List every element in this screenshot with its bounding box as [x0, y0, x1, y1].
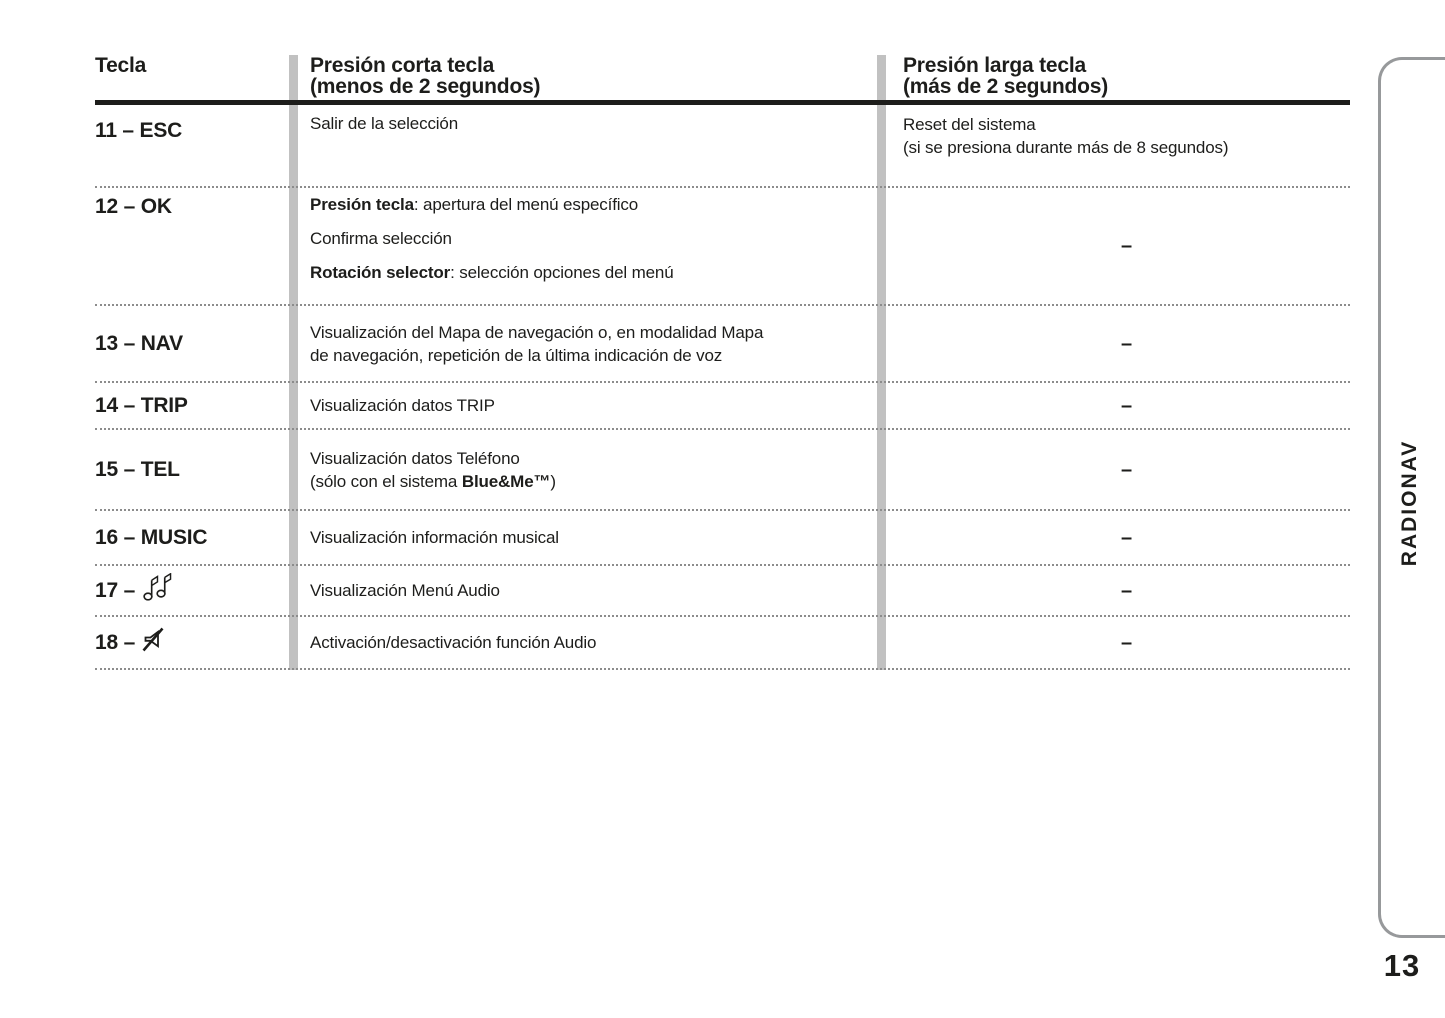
short-press-text-line1: Visualización datos Teléfono — [310, 448, 520, 468]
key-label: 14 – TRIP — [95, 393, 188, 417]
short-press-text: Activación/desactivación función Audio — [310, 633, 597, 652]
short-press-text-line1: Visualización del Mapa de navegación o, en modalidad Mapa — [310, 322, 764, 342]
short-press-text-line2 — [310, 470, 903, 493]
key-label-text: 18 – — [95, 630, 136, 654]
dash-placeholder: – — [1121, 526, 1132, 549]
header-rule — [95, 100, 1350, 105]
long-press-cell — [903, 383, 1350, 428]
long-press-cell — [903, 188, 1350, 304]
long-press-cell — [903, 105, 1350, 186]
table-row-11-esc — [95, 105, 1350, 188]
dash-placeholder: – — [1121, 579, 1132, 602]
radionav-tab-label: RADIONAV — [1398, 439, 1422, 567]
text-post: ) — [550, 471, 556, 491]
long-press-text-line1: Reset del sistema — [903, 115, 1036, 134]
long-press-cell — [903, 306, 1350, 381]
short-press-text: Visualización información musical — [310, 528, 559, 547]
header-short-press — [310, 55, 903, 100]
bold-lead: Presión tecla — [310, 195, 414, 214]
table-row-18-mute — [95, 617, 1350, 670]
text-pre: (sólo con el sistema — [310, 471, 462, 491]
header-short-press-line2: (menos de 2 segundos) — [310, 75, 541, 98]
key-functions-table — [95, 55, 1350, 670]
key-label: 11 – ESC — [95, 119, 183, 142]
short-press-text: Visualización datos TRIP — [310, 396, 495, 415]
short-press-text-line2: de navegación, repetición de la última indicación de voz — [310, 345, 723, 365]
table-row-15-tel — [95, 430, 1350, 511]
short-press-text-line2: Confirma selección — [310, 229, 452, 248]
muted-speaker-icon — [142, 627, 168, 659]
long-press-cell — [903, 430, 1350, 509]
radionav-tab-label-box — [1378, 373, 1442, 633]
key-label: 12 – OK — [95, 195, 172, 218]
page-number: 13 — [1383, 948, 1421, 983]
key-label: 13 – NAV — [95, 331, 183, 355]
table-row-12-ok — [95, 188, 1350, 306]
short-press-text-line1 — [310, 194, 903, 216]
table-row-13-nav — [95, 306, 1350, 383]
short-press-cell — [310, 383, 903, 428]
header-long-press — [903, 55, 1350, 100]
table-row-16-music — [95, 511, 1350, 566]
key-label-text: 17 – — [95, 578, 136, 602]
short-press-cell — [310, 306, 903, 381]
long-press-cell — [903, 617, 1350, 668]
lead-rest: : apertura del menú específico — [413, 195, 639, 214]
long-press-cell — [903, 566, 1350, 615]
table-row-14-trip — [95, 383, 1350, 430]
music-notes-icon — [142, 573, 172, 608]
header-tecla: Tecla — [95, 54, 147, 77]
dash-placeholder: – — [1121, 332, 1132, 355]
key-label: 16 – MUSIC — [95, 525, 208, 549]
long-press-cell — [903, 511, 1350, 564]
short-press-text: Visualización Menú Audio — [310, 581, 500, 600]
short-press-cell — [310, 105, 903, 186]
header-long-press-line1: Presión larga tecla — [903, 54, 1086, 77]
key-label — [95, 566, 310, 615]
short-press-cell — [310, 430, 903, 509]
bold-lead: Rotación selector — [310, 263, 451, 282]
dash-placeholder: – — [1121, 235, 1132, 257]
short-press-cell — [310, 617, 903, 668]
short-press-cell — [310, 511, 903, 564]
dash-placeholder: – — [1121, 458, 1132, 481]
dash-placeholder: – — [1121, 631, 1132, 654]
header-long-press-line2: (más de 2 segundos) — [903, 75, 1109, 98]
key-label — [95, 617, 310, 668]
table-row-17-audio-menu — [95, 566, 1350, 617]
short-press-cell — [310, 188, 903, 304]
long-press-text-line2: (si se presiona durante más de 8 segundos) — [903, 138, 1229, 157]
table-header — [95, 55, 1350, 100]
blueandme-brand: Blue&Me™ — [461, 471, 551, 491]
short-press-text: Salir de la selección — [310, 114, 459, 133]
header-short-press-line1: Presión corta tecla — [310, 54, 495, 77]
dash-placeholder: – — [1121, 394, 1132, 417]
short-press-text-line3 — [310, 262, 903, 284]
key-label: 15 – TEL — [95, 457, 180, 481]
lead-rest: : selección opciones del menú — [450, 263, 674, 282]
short-press-cell — [310, 566, 903, 615]
